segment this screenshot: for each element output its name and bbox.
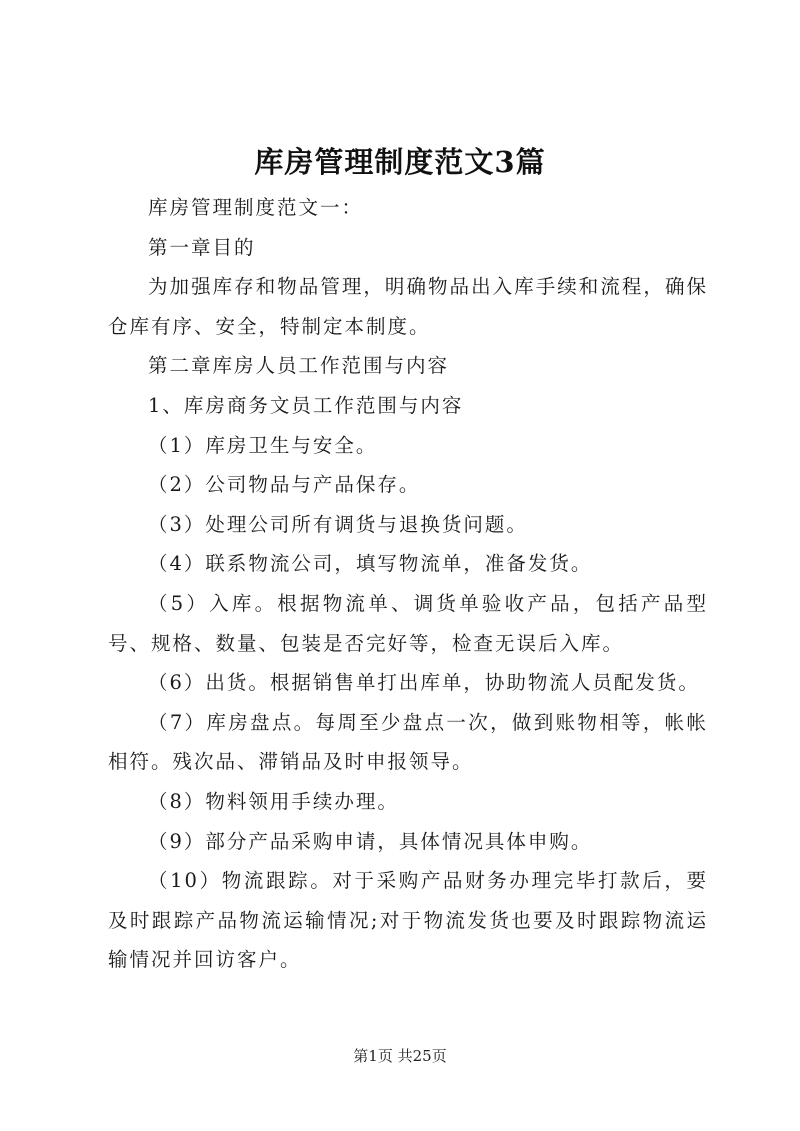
paragraph: 第一章目的 [148, 235, 256, 259]
paragraph: （8）物料领用手续办理。 [148, 789, 399, 813]
paragraph: 为加强库存和物品管理，明确物品出入库手续和流程，确保仓库有序、安全，特制定本制度。 [108, 275, 708, 338]
paragraph: （9）部分产品采购申请，具体情况具体申购。 [148, 829, 593, 853]
paragraph: （5）入库。根据物流单、调货单验收产品，包括产品型号、规格、数量、包装是否完好等，检查无误后入库。 [108, 591, 708, 655]
paragraph: （6）出货。根据销售单打出库单，协助物流人员配发货。 [148, 671, 700, 695]
paragraph: （10）物流跟踪。对于采购产品财务办理完毕打款后，要及时跟踪产品物流运输情况;对于物流发货也要及时跟踪物流运输情况并回访客户。 [108, 869, 708, 972]
paragraph: 1、库房商务文员工作范围与内容 [148, 393, 464, 417]
paragraph: （3）处理公司所有调货与退换货问题。 [148, 512, 528, 536]
paragraph: 第二章库房人员工作范围与内容 [148, 354, 450, 378]
page-number-footer: 第1页 共25页 [353, 1047, 447, 1065]
paragraph: （1）库房卫生与安全。 [148, 433, 378, 457]
paragraph: 库房管理制度范文一： [148, 196, 364, 219]
document-title: 库房管理制度范文3篇 [254, 145, 546, 179]
paragraph: （7）库房盘点。每周至少盘点一次，做到账物相等，帐帐相符。残次品、滞销品及时申报领导。 [108, 710, 708, 774]
document-body [108, 188, 708, 980]
paragraph: （4）联系物流公司，填写物流单，准备发货。 [148, 552, 593, 576]
paragraph: （2）公司物品与产品保存。 [148, 473, 421, 497]
